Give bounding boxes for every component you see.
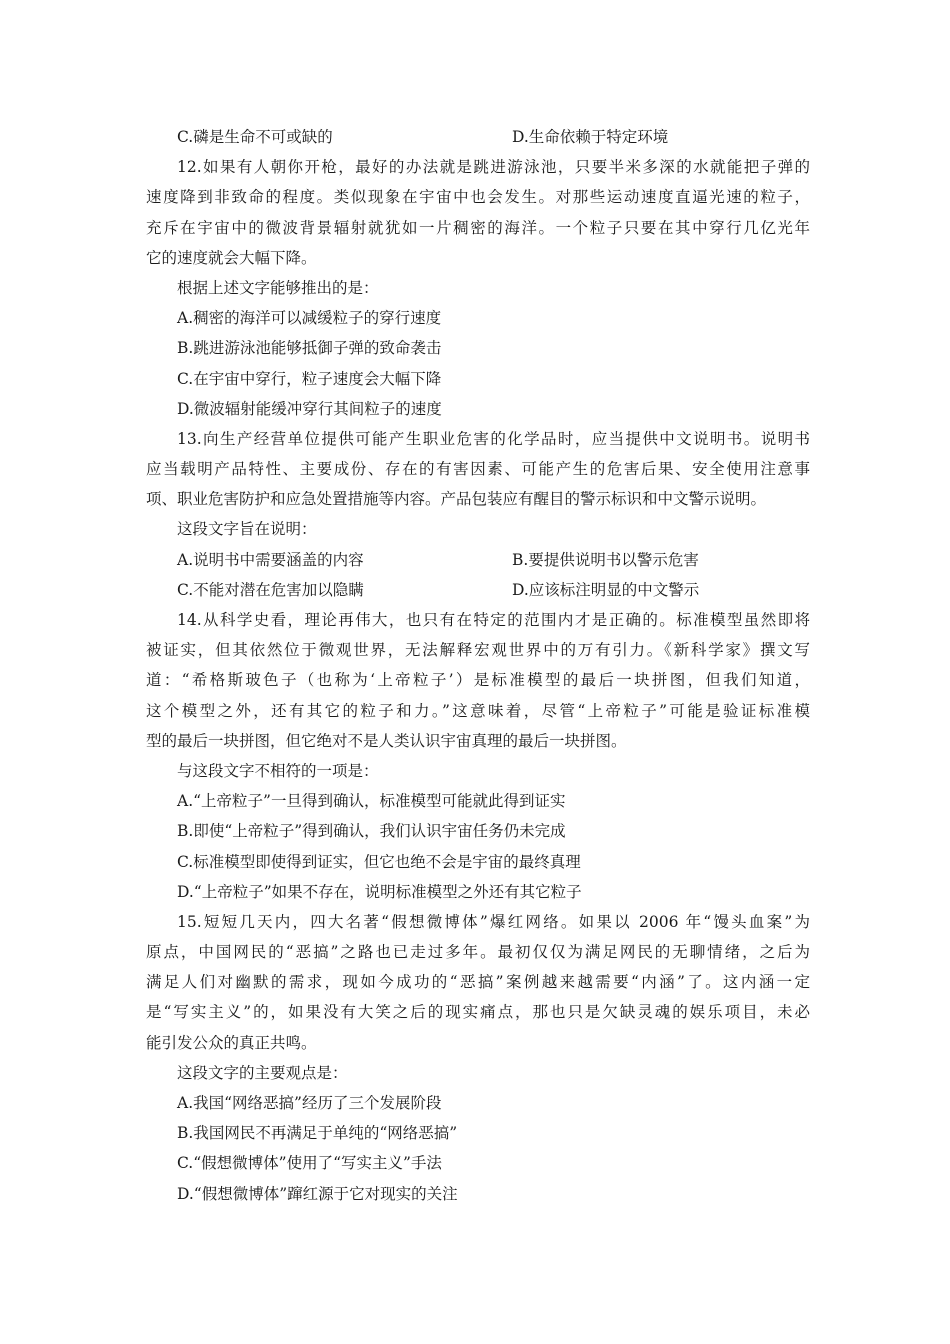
q14-option-b: B.即使“上帝粒子”得到确认，我们认识宇宙任务仍未完成 bbox=[177, 822, 566, 841]
q13-option-d: D.应该标注明显的中文警示 bbox=[512, 580, 700, 599]
q12-prompt: 根据上述文字能够推出的是： bbox=[177, 278, 379, 297]
q13-option-b: B.要提供说明书以警示危害 bbox=[512, 550, 699, 569]
q12-option-d: D.微波辐射能缓冲穿行其间粒子的速度 bbox=[177, 399, 442, 418]
q13-text-line: 13.向生产经营单位提供可能产生职业危害的化学品时，应当提供中文说明书。说明书 bbox=[177, 429, 810, 448]
q12-text-line: 速度降到非致命的程度。类似现象在宇宙中也会发生。对那些运动速度直逼光速的粒子， bbox=[146, 188, 810, 207]
page-content bbox=[146, 122, 810, 1209]
q15-text-line: 是“写实主义”的，如果没有大笑之后的现实痛点，那也只是欠缺灵魂的娱乐项目，未必 bbox=[146, 1003, 810, 1022]
q13-prompt: 这段文字旨在说明： bbox=[177, 520, 317, 539]
q12-option-c: C.在宇宙中穿行，粒子速度会大幅下降 bbox=[177, 369, 442, 388]
q15-text-line: 15.短短几天内，四大名著“假想微博体”爆红网络。如果以 2006 年“馒头血案”为 bbox=[177, 912, 810, 931]
q12-option-b: B.跳进游泳池能够抵御子弹的致命袭击 bbox=[177, 339, 442, 358]
q15-option-a: A.我国“网络恶搞”经历了三个发展阶段 bbox=[177, 1094, 442, 1112]
q13-option-a: A.说明书中需要涵盖的内容 bbox=[177, 550, 364, 569]
q15-text-line: 满足人们对幽默的需求，现如今成功的“恶搞”案例越来越需要“内涵”了。这内涵一定 bbox=[146, 973, 810, 992]
q11-option-d: D.生命依赖于特定环境 bbox=[512, 128, 669, 146]
q15-prompt: 这段文字的主要观点是： bbox=[177, 1063, 348, 1082]
q11-option-c: C.磷是生命不可或缺的 bbox=[177, 128, 333, 146]
q14-option-c: C.标准模型即使得到证实，但它也绝不会是宇宙的最终真理 bbox=[177, 852, 581, 871]
q12-text-line: 12.如果有人朝你开枪，最好的办法就是跳进游泳池，只要半米多深的水就能把子弹的 bbox=[177, 158, 810, 177]
q15-option-b: B.我国网民不再满足于单纯的“网络恶搞” bbox=[177, 1124, 458, 1143]
q14-option-d: D.“上帝粒子”如果不存在，说明标准模型之外还有其它粒子 bbox=[177, 882, 582, 901]
q13-text-line: 项、职业危害防护和应急处置措施等内容。产品包装应有醒目的警示标识和中文警示说明。 bbox=[146, 490, 767, 509]
q15-text-line: 能引发公众的真正共鸣。 bbox=[146, 1033, 317, 1052]
q14-text-line: 道：“希格斯玻色子（也称为‘上帝粒子’）是标准模型的最后一块拼图，但我们知道， bbox=[146, 671, 810, 690]
q14-text-line: 型的最后一块拼图，但它绝对不是人类认识宇宙真理的最后一块拼图。 bbox=[146, 731, 627, 750]
q13-options-ab bbox=[146, 545, 810, 575]
q12-text-line: 它的速度就会大幅下降。 bbox=[146, 248, 317, 267]
q11-options-cd bbox=[146, 122, 810, 152]
q14-text-line: 14.从科学史看，理论再伟大，也只有在特定的范围内才是正确的。标准模型虽然即将 bbox=[177, 611, 810, 629]
q15-option-c: C.“假想微博体”使用了“写实主义”手法 bbox=[177, 1154, 442, 1173]
q12-text-line: 充斥在宇宙中的微波背景辐射就犹如一片稠密的海洋。一个粒子只要在其中穿行几亿光年 bbox=[146, 218, 810, 237]
q13-options-cd bbox=[146, 575, 810, 605]
q14-text-line: 被证实，但其依然位于微观世界，无法解释宏观世界中的万有引力。《新科学家》撰文写 bbox=[146, 641, 810, 660]
q13-text-line: 应当载明产品特性、主要成份、存在的有害因素、可能产生的危害后果、安全使用注意事 bbox=[146, 460, 810, 479]
q15-option-d: D.“假想微博体”蹿红源于它对现实的关注 bbox=[177, 1184, 458, 1203]
q15-text-line: 原点，中国网民的“恶搞”之路也已走过多年。最初仅仅为满足网民的无聊情绪，之后为 bbox=[146, 943, 810, 962]
q14-prompt: 与这段文字不相符的一项是： bbox=[177, 761, 379, 780]
q12-option-a: A.稠密的海洋可以减缓粒子的穿行速度 bbox=[177, 309, 442, 328]
q13-option-c: C.不能对潜在危害加以隐瞒 bbox=[177, 580, 364, 599]
q14-text-line: 这个模型之外，还有其它的粒子和力。”这意味着，尽管“上帝粒子”可能是验证标准模 bbox=[146, 701, 810, 720]
q14-option-a: A.“上帝粒子”一旦得到确认，标准模型可能就此得到证实 bbox=[177, 792, 566, 811]
